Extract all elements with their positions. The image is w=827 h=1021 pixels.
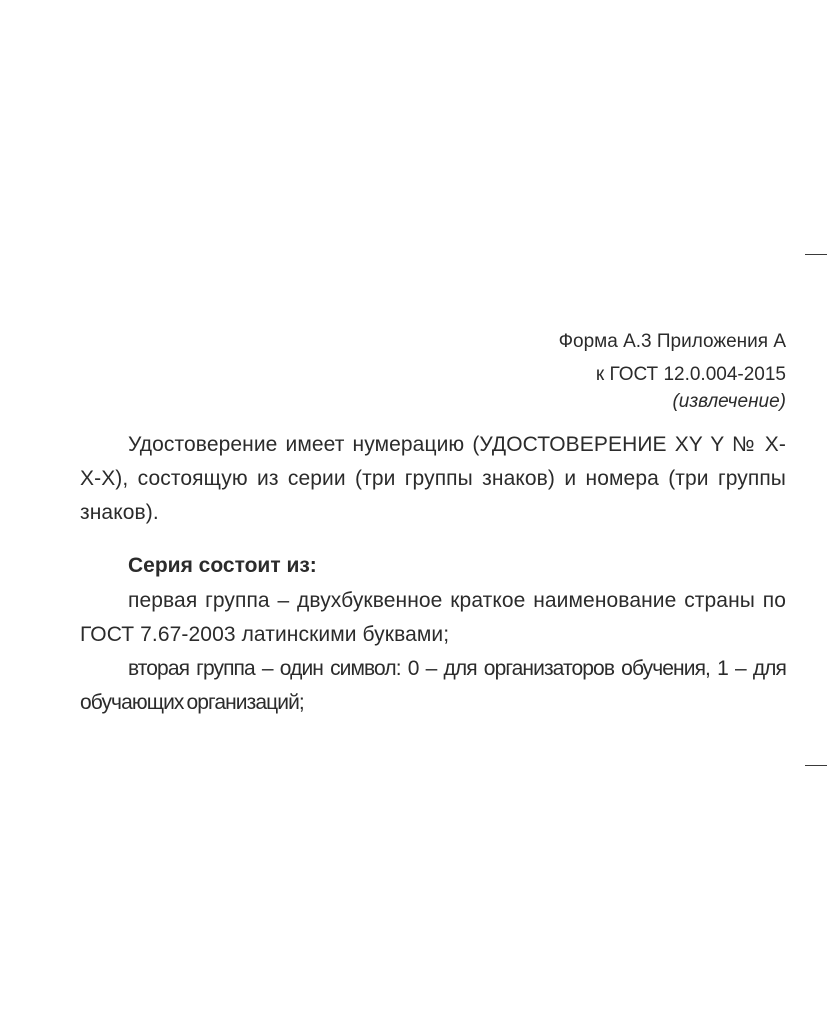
- document-page: [80, 326, 786, 720]
- extract-note: (извлечение): [672, 391, 786, 412]
- paragraph-second-group: вторая группа – один символ: 0 – для организаторов обучения, 1 – для обучающих организаций;: [80, 657, 786, 714]
- paragraph-first-group: первая группа – двухбуквенное краткое наименование страны по ГОСТ 7.67-2003 латинскими буквами;: [80, 589, 786, 646]
- document-header: [80, 326, 786, 414]
- crop-mark-top: [805, 254, 827, 255]
- form-reference: Форма А.3 Приложения А: [558, 331, 786, 352]
- standard-reference: к ГОСТ 12.0.004-2015: [595, 364, 786, 385]
- series-heading: Серия состоит из:: [128, 554, 317, 577]
- paragraph-numbering: Удостоверение имеет нумерацию (УДОСТОВЕРЕНИЕ XY Y № X-X-X), состоящую из серии (три группы знаков) и номера (три группы знаков).: [80, 433, 786, 524]
- crop-mark-bottom: [805, 765, 827, 766]
